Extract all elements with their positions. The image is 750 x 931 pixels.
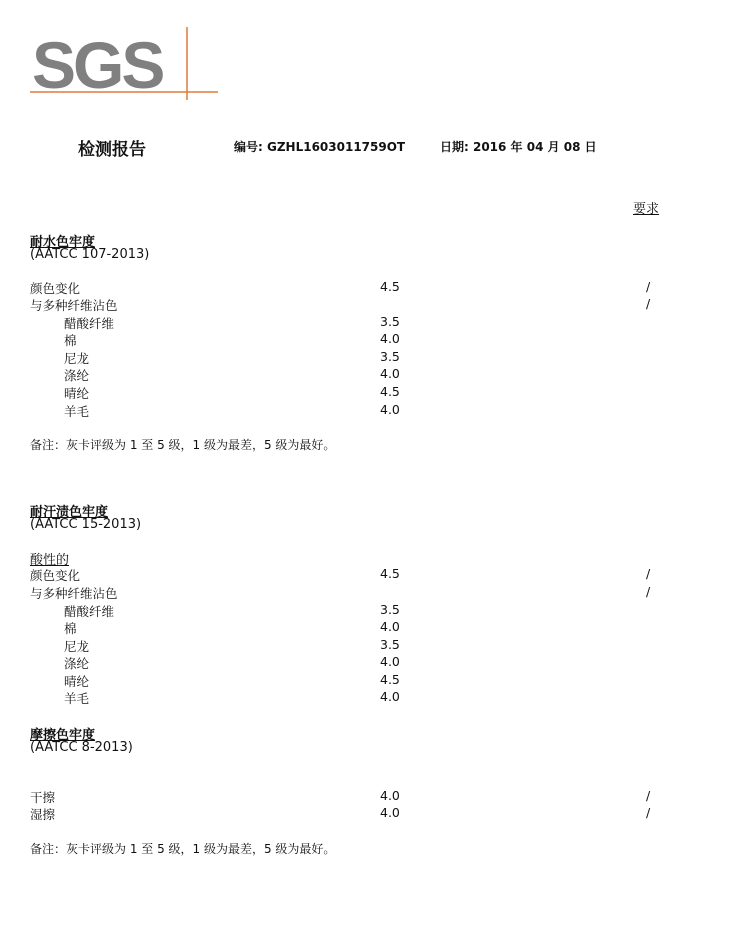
row-value: 4.0 [380,654,400,669]
row-label: 颜色变化 [30,568,81,583]
section-standard: (AATCC 8-2013) [30,740,133,755]
row-value: 3.5 [380,349,400,364]
section-title: 耐汗渍色牢度 [30,505,109,520]
row-value: 4.5 [380,384,400,399]
row-requirement: / [646,805,651,820]
requirement-column-header: 要求 [633,202,660,217]
row-label: 干擦 [30,790,56,805]
row-requirement: / [646,566,651,581]
result-row [30,279,670,296]
section-title: 摩擦色牢度 [30,728,96,743]
row-label: 尼龙 [64,351,90,366]
result-row [30,788,670,805]
row-requirement: / [646,296,651,311]
report-number: 编号: GZHL1603011759OT [234,140,406,154]
result-row [30,602,670,619]
result-row [30,637,670,654]
row-value: 4.0 [380,366,400,381]
row-label: 涤纶 [64,656,90,671]
result-row [30,349,670,366]
row-label: 棉 [64,333,77,348]
row-label: 湿擦 [30,807,56,822]
row-label: 棉 [64,621,77,636]
row-label: 晴纶 [64,674,90,689]
row-value: 4.0 [380,331,400,346]
row-value: 4.0 [380,402,400,417]
grading-note: 备注：灰卡评级为 1 至 5 级，1 级为最差，5 级为最好。 [30,842,336,856]
result-row [30,331,670,348]
report-date: 日期: 2016 年 04 月 08 日 [440,140,597,154]
row-value: 4.0 [380,788,400,803]
section-standard: (AATCC 107-2013) [30,247,150,262]
result-row [30,805,670,822]
row-label: 与多种纤维沾色 [30,586,118,601]
row-requirement: / [646,279,651,294]
sgs-logo-text: SGS [32,28,163,100]
row-value: 4.5 [380,566,400,581]
result-row [30,384,670,401]
report-title: 检测报告 [78,140,146,160]
row-value: 3.5 [380,314,400,329]
result-row [30,619,670,636]
row-value: 4.0 [380,619,400,634]
result-row [30,654,670,671]
result-row [30,402,670,419]
sgs-logo [30,25,220,100]
row-value: 4.0 [380,689,400,704]
row-label: 尼龙 [64,639,90,654]
result-row [30,672,670,689]
section-standard: (AATCC 15-2013) [30,517,142,532]
row-label: 与多种纤维沾色 [30,298,118,313]
row-label: 颜色变化 [30,281,81,296]
row-value: 4.5 [380,672,400,687]
row-label: 涤纶 [64,368,90,383]
row-label: 醋酸纤维 [64,316,115,331]
row-label: 羊毛 [64,691,90,706]
result-row [30,584,670,601]
result-row [30,366,670,383]
row-value: 4.5 [380,279,400,294]
result-row [30,314,670,331]
result-row [30,296,670,313]
row-value: 3.5 [380,602,400,617]
row-value: 4.0 [380,805,400,820]
row-value: 3.5 [380,637,400,652]
row-requirement: / [646,584,651,599]
result-row [30,566,670,583]
row-label: 醋酸纤维 [64,604,115,619]
section-title: 耐水色牢度 [30,235,96,250]
row-requirement: / [646,788,651,803]
result-row [30,689,670,706]
grading-note: 备注：灰卡评级为 1 至 5 级，1 级为最差，5 级为最好。 [30,438,336,452]
row-label: 晴纶 [64,386,90,401]
row-label: 羊毛 [64,404,90,419]
section-subtitle: 酸性的 [30,553,70,568]
